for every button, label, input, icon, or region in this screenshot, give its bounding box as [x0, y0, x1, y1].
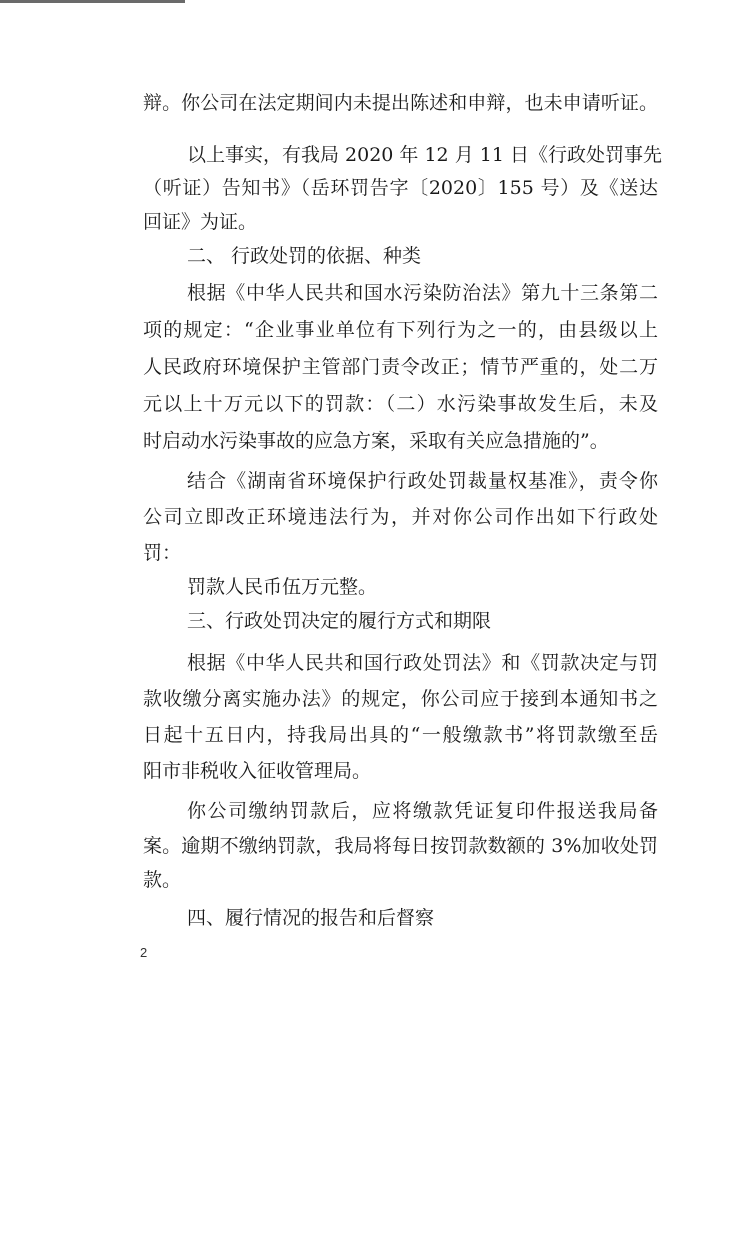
paragraph-line: 人民政府环境保护主管部门责令改正；情节严重的，处二万 [143, 356, 658, 378]
paragraph-line: 款收缴分离实施办法》的规定，你公司应于接到本通知书之 [143, 688, 658, 710]
paragraph-line: 日起十五日内，持我局出具的“一般缴款书”将罚款缴至岳 [143, 724, 658, 746]
section-heading: 二、 行政处罚的依据、种类 [187, 245, 422, 267]
page-number: 2 [140, 945, 148, 960]
paragraph-line: 辩。你公司在法定期间内未提出陈述和申辩，也未申请听证。 [143, 92, 658, 114]
paragraph-line: 你公司缴纳罚款后，应将缴款凭证复印件报送我局备 [187, 800, 658, 822]
section-heading: 三、行政处罚决定的履行方式和期限 [187, 610, 492, 632]
paragraph-line: 以上事实，有我局 2020 年 12 月 11 日《行政处罚事先 [187, 144, 662, 166]
section-heading: 四、履行情况的报告和后督察 [187, 907, 435, 929]
paragraph-line: 公司立即改正环境违法行为，并对你公司作出如下行政处 [143, 506, 658, 528]
penalty-amount: 罚款人民币伍万元整。 [187, 576, 378, 598]
paragraph-line: 回证》为证。 [143, 211, 258, 233]
paragraph-line: 项的规定：“企业事业单位有下列行为之一的，由县级以上 [143, 319, 658, 341]
paragraph-line: 根据《中华人民共和国水污染防治法》第九十三条第二 [187, 282, 658, 304]
scan-edge-mark [0, 0, 185, 3]
paragraph-line: 元以上十万元以下的罚款：（二）水污染事故发生后，未及 [143, 393, 658, 415]
paragraph-line: 时启动水污染事故的应急方案，采取有关应急措施的”。 [143, 430, 609, 452]
paragraph-line: （听证）告知书》（岳环罚告字〔2020〕155 号）及《送达 [143, 177, 658, 199]
paragraph-line: 案。逾期不缴纳罚款，我局将每日按罚款数额的 3%加收处罚 [143, 835, 658, 857]
paragraph-line: 款。 [143, 869, 182, 891]
paragraph-line: 结合《湖南省环境保护行政处罚裁量权基准》，责令你 [187, 470, 658, 492]
paragraph-line: 根据《中华人民共和国行政处罚法》和《罚款决定与罚 [187, 652, 658, 674]
paragraph-line: 阳市非税收入征收管理局。 [143, 760, 372, 782]
paragraph-line: 罚： [143, 542, 182, 564]
